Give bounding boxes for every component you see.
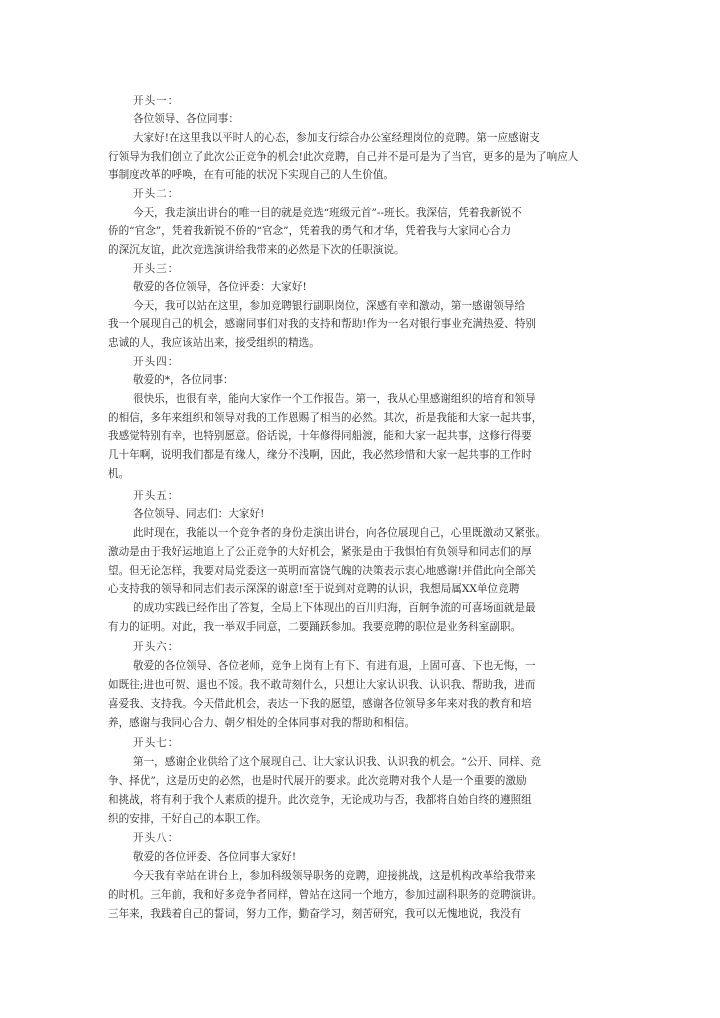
paragraph-line: 敬爱的各位领导、各位老师，竞争上岗有上有下、有进有退，上固可喜、下也无悔，一 <box>133 660 536 672</box>
paragraph-line: 大家好!在这里我以平时人的心态，参加支行综合办公室经理岗位的竞聘。第一应感谢支 <box>133 132 540 144</box>
paragraph-line: 侨的“官念”，凭着我新锐不侨的“官念”，凭着我的勇气和才华，凭着我与大家同心合力 <box>108 225 512 237</box>
paragraph-line: 的成功实践已经作出了答复，全局上下体现出的百川归海，百舸争流的可喜场面就是最 <box>133 602 536 614</box>
paragraph-line: 今天我有幸站在讲台上，参加科级领导职务的竞聘，迎接挑战，这是机构改革给我带来 <box>133 870 536 882</box>
paragraph-line: 忠诚的人，我应该站出来，接受组织的精选。 <box>108 337 320 349</box>
paragraph-line: 行领导为我们创立了此次公正竞争的机会!此次竞聘，自己并不是可是为了当官，更多的是为了响应人 <box>108 151 579 163</box>
paragraph-line: 心支持我的领导和同志们表示深深的谢意!至于说到对竞聘的认识，我想局属XX单位竞聘 <box>108 583 520 595</box>
section-heading-2: 开头二： <box>133 188 180 200</box>
paragraph-line: 织的安排，干好自己的本职工作。 <box>108 813 267 825</box>
paragraph-line: 机。 <box>108 468 130 480</box>
section-heading-8: 开头八： <box>133 832 180 844</box>
paragraph-line: 今天，我可以站在这里，参加竞聘银行副职岗位，深感有幸和激动，第一感谢领导给 <box>133 300 525 312</box>
paragraph-line: 望。但无论怎样，我要对局党委这一英明而富饶气魄的决策表示衷心地感谢!并借此向全部关 <box>108 565 537 577</box>
section-heading-5: 开头五： <box>133 490 180 502</box>
paragraph-line: 养，感谢与我同心合力、朝夕相处的全体同事对我的帮助和相信。 <box>108 717 416 729</box>
salutation-1: 各位领导、各位同事： <box>133 113 239 125</box>
paragraph-line: 第一，感谢企业供给了这个展现自己、让大家认识我、认识我的机会。“公开、同样、竞 <box>133 756 541 768</box>
section-heading-1: 开头一： <box>133 95 180 107</box>
salutation-8: 敬爱的各位评委、各位同事大家好! <box>133 851 297 863</box>
paragraph-line: 事制度改革的呼唤，在有可能的状况下实现自己的人生价值。 <box>108 169 395 181</box>
section-heading-4: 开头四： <box>133 356 180 368</box>
paragraph-line: 和挑战，将有利于我个人素质的提升。此次竞争，无论成功与否，我都将自始自终的遵照组 <box>108 794 532 806</box>
salutation-5: 各位领导、同志们：大家好! <box>133 508 265 520</box>
paragraph-line: 的时机。三年前，我和好多竞争者同样，曾站在这同一个地方，参加过副科职务的竞聘演讲。 <box>108 889 543 901</box>
paragraph-line: 的深沉友谊，此次竞选演讲给我带来的必然是下次的任职演说。 <box>108 244 405 256</box>
paragraph-line: 的相信，多年来组织和领导对我的工作恩赐了相当的必然。其次，祈是我能和大家一起共事， <box>108 412 543 424</box>
paragraph-line: 争、择优”，这是历史的必然，也是时代展开的要求。此次竞聘对我个人是一个重要的激励 <box>108 775 527 787</box>
salutation-3: 敬爱的各位领导，各位评委：大家好! <box>133 281 307 293</box>
paragraph-line: 激动是由于我好运地追上了公正竞争的大好机会，紧张是由于我惧怕有负领导和同志们的厚 <box>108 546 532 558</box>
paragraph-line: 我一个展现自己的机会，感谢同事们对我的支持和帮助!作为一名对银行事业充满热爱、特别 <box>108 318 537 330</box>
paragraph-line: 今天，我走演出讲台的唯一目的就是竞选“班级元首”--班长。我深信，凭着我新锐不 <box>133 207 522 219</box>
paragraph-line: 我感觉特别有幸，也特别愿意。俗话说，十年修得同船渡，能和大家一起共事，这修行得要 <box>108 430 532 442</box>
paragraph-line: 如既往;进也可贺、退也不馁。我不敢苛刻什么，只想让大家认识我、认识我、帮助我，进而 <box>108 679 536 691</box>
section-heading-3: 开头三： <box>133 263 180 275</box>
salutation-4: 敬爱的*，各位同事： <box>133 374 234 386</box>
paragraph-line: 很快乐，也很有幸，能向大家作一个工作报告。第一，我从心里感谢组织的培育和领导 <box>133 393 536 405</box>
paragraph-line: 此时现在，我能以一个竞争者的身份走演出讲台，向各位展现自己，心里既激动又紧张。 <box>133 527 547 539</box>
paragraph-line: 几十年啊，说明我们都是有缘人，缘分不浅啊，因此，我必然珍惜和大家一起共事的工作时 <box>108 449 532 461</box>
paragraph-line: 有力的证明。对此，我一举双手同意，二要踊跃参加。我要竞聘的职位是业务科室副职。 <box>108 621 522 633</box>
paragraph-line: 三年来，我践着自己的誓词，努力工作，勤奋学习，刻苦研究，我可以无愧地说，我没有 <box>108 908 522 920</box>
section-heading-6: 开头六： <box>133 641 180 653</box>
section-heading-7: 开头七： <box>133 737 180 749</box>
paragraph-line: 喜爱我、支持我。今天借此机会，表达一下我的愿望，感谢各位领导多年来对我的教育和培 <box>108 698 532 710</box>
